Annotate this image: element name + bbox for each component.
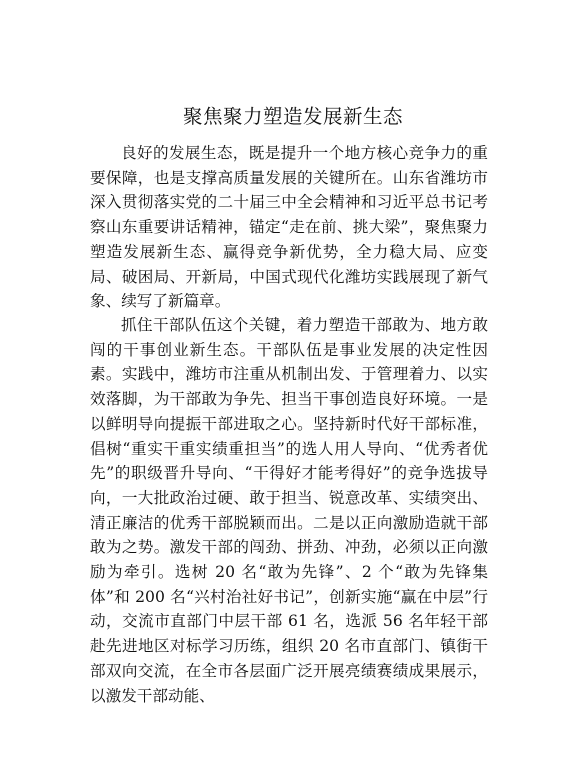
paragraph-2: 抓住干部队伍这个关键，着力塑造干部敢为、地方敢闯的干事创业新生态。干部队伍是事业发展的决定性因素。实践中，潍坊市注重从机制出发、于管理着力、以实效落脚，为干部敢为争先、担当干事创造良好环境。一是以鲜明导向提振干部进取之心。坚持新时代好干部标准，倡树“重实干重实绩重担当”的选人用人导向、“优秀者优先”的职级晋升导向、“干得好才能考得好”的竞争选拔导向，一大批政治过硬、敢于担当、锐意改革、实绩突出、清正廉洁的优秀干部脱颖而出。二是以正向激励造就干部敢为之势。激发干部的闯劲、拼劲、冲劲，必须以正向激励为牵引。选树 20 名“敢为先锋”、2 个“敢为先锋集体”和 200 名“兴村治社好书记”，创新实施“赢在中层”行动，交流市直部门中层干部 61 名，选派 56 名年轻干部赴先进地区对标学习历练，组织 20 名市直部门、镇街干部双向交流，在全市各层面广泛开展亮绩赛绩成果展示，以激发干部动能、 [90,316,488,705]
document-title: 聚焦聚力塑造发展新生态 [182,105,403,128]
paragraph-1: 良好的发展生态，既是提升一个地方核心竞争力的重要保障，也是支撑高质量发展的关键所在。山东省潍坊市深入贯彻落实党的二十届三中全会精神和习近平总书记考察山东重要讲话精神，锚定“走在前、挑大梁”，聚焦聚力塑造发展新生态、赢得竞争新优势，全力稳大局、应变局、破困局、开新局，中国式现代化潍坊实践展现了新气象、续写了新篇章。 [90,144,488,311]
